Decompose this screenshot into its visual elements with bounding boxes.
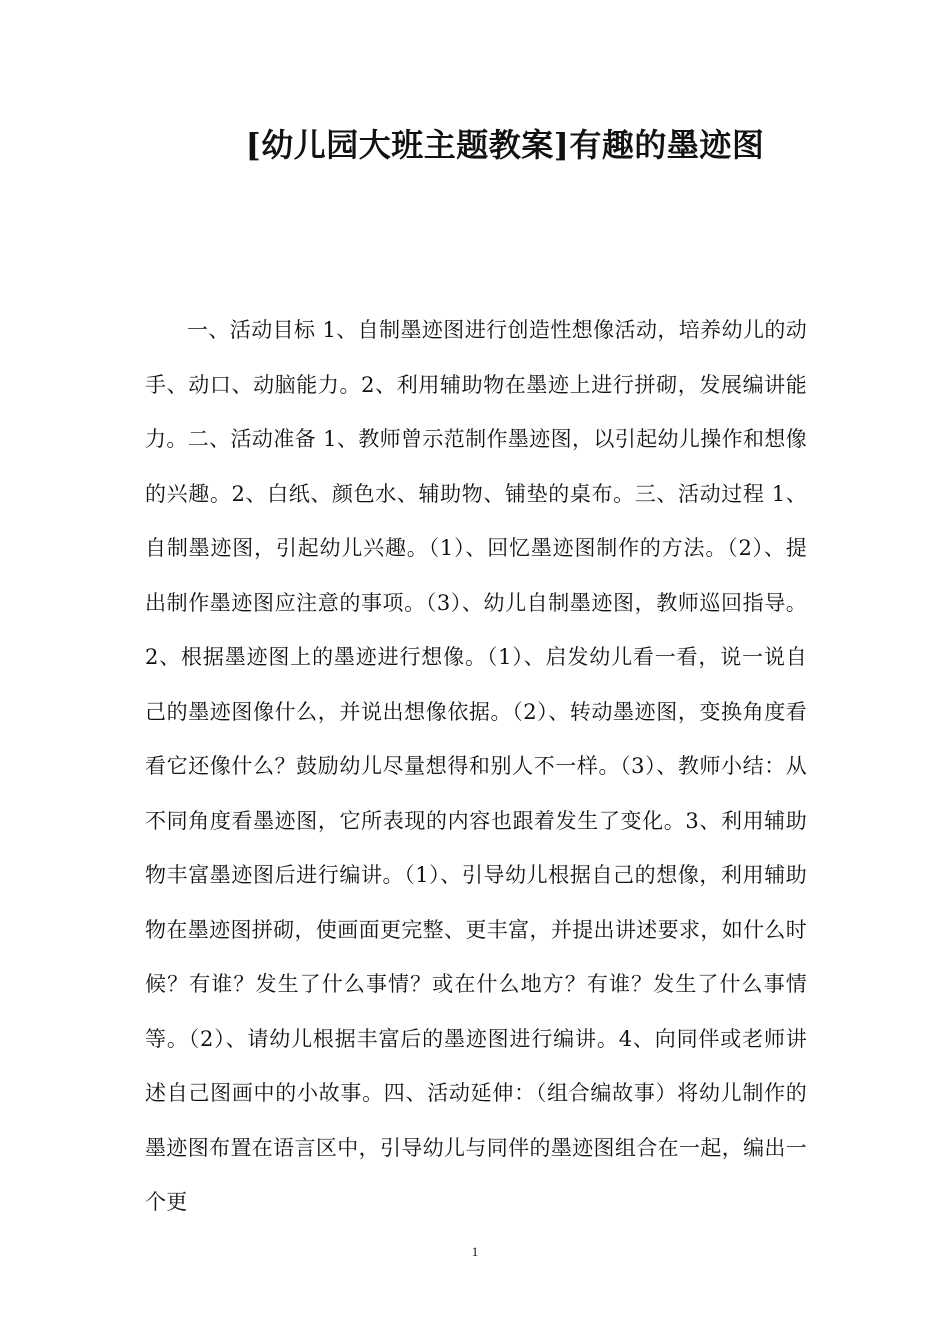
- page-number: 1: [471, 1244, 479, 1259]
- document-title: [幼儿园大班主题教案]有趣的墨迹图: [245, 126, 765, 164]
- body-paragraph: 一、活动目标 1、自制墨迹图进行创造性想像活动，培养幼儿的动手、动口、动脑能力。2、利用辅助物在墨迹上进行拼砌，发展编讲能力。二、活动准备 1、教师曾示范制作墨迹图，以引起幼儿操作和想像的兴趣。2、白纸、颜色水、辅助物、铺垫的桌布。三、活动过程 1、自制墨迹图，引起幼儿兴趣。（1）、回忆墨迹图制作的方法。（2）、提出制作墨迹图应注意的事项。（3）、幼儿自制墨迹图，教师巡回指导。2、根据墨迹图上的墨迹进行想像。（1）、启发幼儿看一看，说一说自己的墨迹图像什么，并说出想像依据。（2）、转动墨迹图，变换角度看看它还像什么？鼓励幼儿尽量想得和别人不一样。（3）、教师小结：从不同角度看墨迹图，它所表现的内容也跟着发生了变化。3、利用辅助物丰富墨迹图后进行编讲。（1）、引导幼儿根据自己的想像，利用辅助物在墨迹图拼砌，使画面更完整、更丰富，并提出讲述要求，如什么时候？有谁？发生了什么事情？或在什么地方？有谁？发生了什么事情等。（2）、请幼儿根据丰富后的墨迹图进行编讲。4、向同伴或老师讲述自己图画中的小故事。四、活动延伸：（组合编故事）将幼儿制作的墨迹图布置在语言区中，引导幼儿与同伴的墨迹图组合在一起，编出一个更: [145, 318, 807, 1214]
